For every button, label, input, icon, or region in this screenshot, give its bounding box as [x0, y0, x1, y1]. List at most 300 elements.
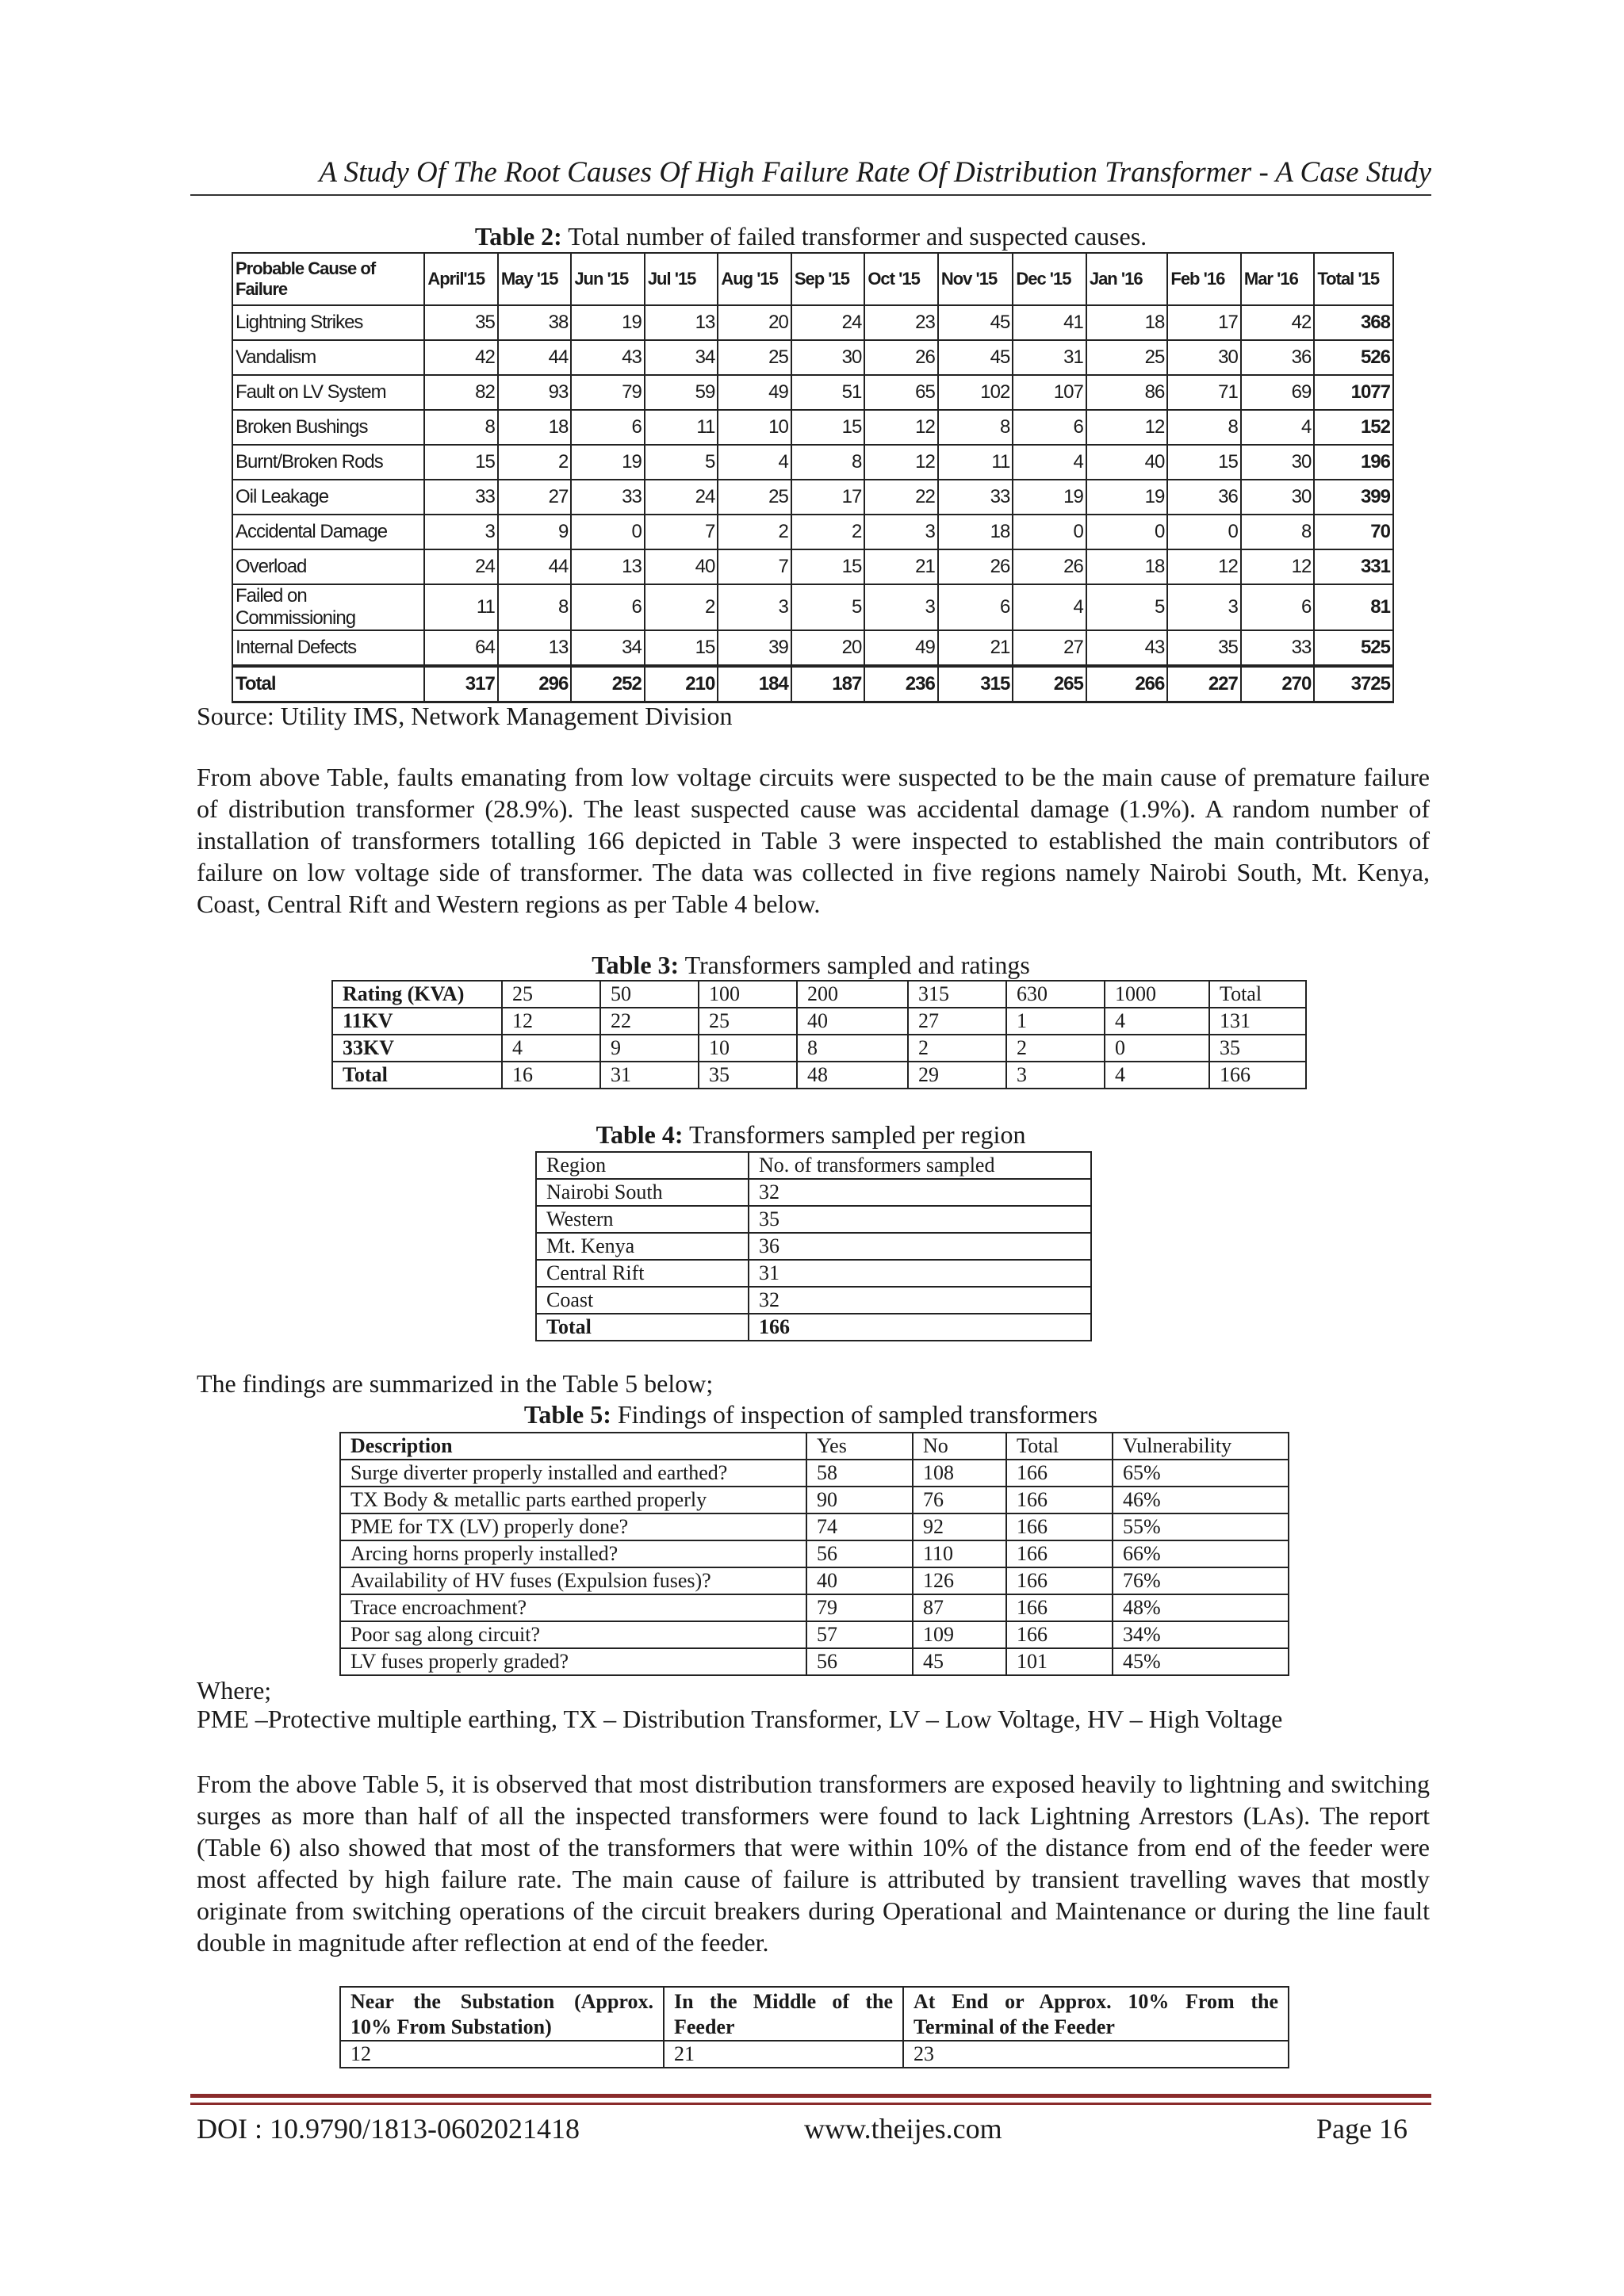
table2-row: [232, 630, 1393, 666]
table2-value-cell: 45: [938, 305, 1013, 340]
table2-row: [232, 515, 1393, 549]
footer-doi: DOI : 10.9790/1813-0602021418: [197, 2113, 580, 2145]
table2-row: [232, 480, 1393, 515]
table2-value-cell: 23: [864, 305, 938, 340]
table4-row: [536, 1233, 1091, 1260]
table2-value-cell: 0: [1013, 515, 1086, 549]
table2-value-cell: 49: [718, 375, 791, 410]
table2-column-header: Mar '16: [1241, 253, 1315, 305]
table2-value-cell: 26: [864, 340, 938, 375]
table5: [339, 1432, 1289, 1676]
table2-value-cell: 49: [864, 630, 938, 666]
table2-value-cell: 24: [645, 480, 718, 515]
table2-value-cell: 11: [645, 410, 718, 445]
table2-value-cell: 6: [938, 584, 1013, 630]
table5-cell: LV fuses properly graded?: [340, 1648, 806, 1675]
table2-value-cell: 31: [1013, 340, 1086, 375]
table2-column-header: Dec '15: [1013, 253, 1086, 305]
table5-caption-text: Findings of inspection of sampled transformers: [611, 1400, 1098, 1429]
table2-value-cell: 296: [498, 666, 572, 702]
table5-cell: Arcing horns properly installed?: [340, 1540, 806, 1567]
table3-cell: 4: [1105, 1062, 1209, 1089]
table2-value-cell: 5: [645, 445, 718, 480]
table4-cell: 31: [749, 1260, 1091, 1287]
table5-cell: 92: [913, 1513, 1006, 1540]
table2-row: [232, 410, 1393, 445]
table2-column-header: Oct '15: [864, 253, 938, 305]
table5-header-cell: Description: [340, 1433, 806, 1460]
table2-value-cell: 368: [1314, 305, 1393, 340]
table4-header-cell: Region: [536, 1152, 749, 1179]
table4-cell: 32: [749, 1287, 1091, 1314]
table2-value-cell: 0: [1167, 515, 1241, 549]
table2-value-cell: 317: [424, 666, 498, 702]
table3-cell: 1: [1006, 1008, 1105, 1035]
table2-value-cell: 265: [1013, 666, 1086, 702]
table5-cell: 58: [806, 1460, 913, 1487]
table3-cell: 25: [699, 1008, 797, 1035]
table2-row: [232, 305, 1393, 340]
table2-value-cell: 331: [1314, 549, 1393, 584]
table2-value-cell: 2: [718, 515, 791, 549]
table5-cell: Poor sag along circuit?: [340, 1621, 806, 1648]
table2-value-cell: 21: [864, 549, 938, 584]
table5-header-row: [340, 1433, 1289, 1460]
table2-value-cell: 17: [791, 480, 865, 515]
table2-value-cell: 6: [1241, 584, 1315, 630]
table5-cell: 40: [806, 1567, 913, 1594]
table2-column-header: Probable Cause of Failure: [232, 253, 424, 305]
table4-caption-text: Transformers sampled per region: [683, 1120, 1026, 1149]
table6-cell: 12: [340, 2041, 664, 2068]
table3-header-cell: Total: [1209, 981, 1306, 1008]
table2-column-header: May '15: [498, 253, 572, 305]
table2-value-cell: 196: [1314, 445, 1393, 480]
table5-row: [340, 1567, 1289, 1594]
table4-row: [536, 1260, 1091, 1287]
table2-value-cell: 5: [1086, 584, 1168, 630]
header-rule: [190, 194, 1431, 196]
table5-row: [340, 1513, 1289, 1540]
table2-value-cell: 8: [791, 445, 865, 480]
table2-value-cell: 11: [938, 445, 1013, 480]
table3-header-cell: 100: [699, 981, 797, 1008]
table3-cell: Total: [332, 1062, 502, 1089]
table4-cell: Mt. Kenya: [536, 1233, 749, 1260]
table2-cause-cell: Vandalism: [232, 340, 424, 375]
table4-row: [536, 1206, 1091, 1233]
table3-header-cell: 200: [797, 981, 908, 1008]
table2-value-cell: 1077: [1314, 375, 1393, 410]
footer-page-number: Page 16: [1316, 2113, 1408, 2145]
table2-column-header: Jul '15: [645, 253, 718, 305]
source-note: Source: Utility IMS, Network Management Division: [197, 702, 733, 730]
table2-column-header: Sep '15: [791, 253, 865, 305]
table2-value-cell: 227: [1167, 666, 1241, 702]
table2-value-cell: 0: [571, 515, 645, 549]
table2-value-cell: 3: [424, 515, 498, 549]
table2-value-cell: 35: [1167, 630, 1241, 666]
table3-row: [332, 1035, 1306, 1062]
table6-cell: 23: [903, 2041, 1289, 2068]
table4-cell: 32: [749, 1179, 1091, 1206]
table3-cell: 35: [1209, 1035, 1306, 1062]
table4-header-row: [536, 1152, 1091, 1179]
table2-value-cell: 70: [1314, 515, 1393, 549]
table6-cell: 21: [664, 2041, 903, 2068]
table5-row: [340, 1594, 1289, 1621]
table2-value-cell: 13: [645, 305, 718, 340]
table5-header-cell: Yes: [806, 1433, 913, 1460]
table3-caption-label: Table 3:: [592, 951, 680, 979]
table3-cell: 4: [1105, 1008, 1209, 1035]
table5-cell: PME for TX (LV) properly done?: [340, 1513, 806, 1540]
table6-data-row: [340, 2041, 1289, 2068]
table2-cause-cell: Burnt/Broken Rods: [232, 445, 424, 480]
table2-value-cell: 30: [1241, 445, 1315, 480]
table2-value-cell: 9: [498, 515, 572, 549]
table2-row: [232, 340, 1393, 375]
table2-value-cell: 19: [571, 305, 645, 340]
table2-value-cell: 26: [938, 549, 1013, 584]
table2-value-cell: 8: [1167, 410, 1241, 445]
table5-cell: 48%: [1113, 1594, 1289, 1621]
table2-value-cell: 15: [791, 549, 865, 584]
table2-value-cell: 0: [1086, 515, 1168, 549]
table5-cell: 166: [1006, 1540, 1113, 1567]
table2-value-cell: 13: [498, 630, 572, 666]
table5-header-cell: Total: [1006, 1433, 1113, 1460]
table2-row: [232, 549, 1393, 584]
table3-cell: 33KV: [332, 1035, 502, 1062]
table2-value-cell: 36: [1167, 480, 1241, 515]
table3-caption: [190, 950, 1431, 980]
table3-cell: 2: [908, 1035, 1006, 1062]
table2-value-cell: 8: [1241, 515, 1315, 549]
table3-cell: 27: [908, 1008, 1006, 1035]
table3-header-cell: 1000: [1105, 981, 1209, 1008]
table5-cell: 166: [1006, 1567, 1113, 1594]
table5-cell: 101: [1006, 1648, 1113, 1675]
table2-row: [232, 375, 1393, 410]
table2-value-cell: 19: [1086, 480, 1168, 515]
table2-cause-cell: Fault on LV System: [232, 375, 424, 410]
table3-cell: 0: [1105, 1035, 1209, 1062]
table5-cell: 166: [1006, 1460, 1113, 1487]
table2-value-cell: 2: [791, 515, 865, 549]
table2-value-cell: 270: [1241, 666, 1315, 702]
table4-caption-label: Table 4:: [596, 1120, 684, 1149]
table2-value-cell: 7: [645, 515, 718, 549]
table4-cell: Total: [536, 1314, 749, 1341]
table4-cell: Nairobi South: [536, 1179, 749, 1206]
table2-value-cell: 3: [864, 584, 938, 630]
table2-value-cell: 252: [571, 666, 645, 702]
table2-value-cell: 19: [1013, 480, 1086, 515]
table2-value-cell: 39: [718, 630, 791, 666]
table3-cell: 12: [502, 1008, 600, 1035]
table2-value-cell: 236: [864, 666, 938, 702]
table2-caption-text: Total number of failed transformer and suspected causes.: [561, 222, 1147, 251]
footer-website: www.theijes.com: [804, 2113, 1002, 2145]
table3-cell: 9: [600, 1035, 699, 1062]
table2-value-cell: 399: [1314, 480, 1393, 515]
table2-value-cell: 3725: [1314, 666, 1393, 702]
table2-value-cell: 13: [571, 549, 645, 584]
table2-value-cell: 315: [938, 666, 1013, 702]
table2-value-cell: 187: [791, 666, 865, 702]
table2-value-cell: 86: [1086, 375, 1168, 410]
table2-value-cell: 3: [1167, 584, 1241, 630]
table5-cell: Trace encroachment?: [340, 1594, 806, 1621]
table3-header-cell: 315: [908, 981, 1006, 1008]
table2-value-cell: 25: [718, 340, 791, 375]
table2-value-cell: 79: [571, 375, 645, 410]
table3-cell: 3: [1006, 1062, 1105, 1089]
table2-value-cell: 12: [1167, 549, 1241, 584]
table2-row: [232, 666, 1393, 702]
table2-value-cell: 17: [1167, 305, 1241, 340]
table3-cell: 40: [797, 1008, 908, 1035]
paragraph-2: From the above Table 5, it is observed that most distribution transformers are exposed heavily to lightning and switching surges as more than half of all the inspected transformers were found to lack Lightning Arrestors (LAs). The report (Table 6) also showed that most of the transformers that were within 10% of the distance from end of the feeder were most affected by high failure rate. The main cause of failure is attributed by transient travelling waves that mostly originate from switching operations of the circuit breakers during Operational and Maintenance or during the line fault double in magnitude after reflection at end of the feeder.: [197, 1770, 1430, 1957]
table2-value-cell: 33: [1241, 630, 1315, 666]
table6-header-row: [340, 1987, 1289, 2041]
table5-cell: 45%: [1113, 1648, 1289, 1675]
table5-cell: Availability of HV fuses (Expulsion fuses)?: [340, 1567, 806, 1594]
table2-value-cell: 10: [718, 410, 791, 445]
table2-value-cell: 525: [1314, 630, 1393, 666]
table2-value-cell: 44: [498, 549, 572, 584]
table4-caption: [190, 1119, 1431, 1150]
table2-value-cell: 30: [1241, 480, 1315, 515]
table4-cell: Central Rift: [536, 1260, 749, 1287]
abbreviations-note: PME –Protective multiple earthing, TX – Distribution Transformer, LV – Low Voltage, HV – High Voltage: [197, 1705, 1283, 1733]
table3: [331, 980, 1307, 1089]
table5-cell: 76: [913, 1487, 1006, 1513]
table2-value-cell: 45: [938, 340, 1013, 375]
table2-cause-cell: Failed on Commissioning: [232, 584, 424, 630]
table5-cell: 76%: [1113, 1567, 1289, 1594]
table2-caption-label: Table 2:: [474, 222, 562, 251]
table2-value-cell: 184: [718, 666, 791, 702]
table2-header-row: [232, 253, 1393, 305]
table2-value-cell: 65: [864, 375, 938, 410]
table5-cell: 74: [806, 1513, 913, 1540]
table2-value-cell: 33: [571, 480, 645, 515]
table6-header-cell: At End or Approx. 10% From the Terminal of the Feeder: [903, 1987, 1289, 2041]
table2-value-cell: 43: [571, 340, 645, 375]
table2-value-cell: 27: [1013, 630, 1086, 666]
where-label: Where;: [197, 1676, 272, 1705]
table2-value-cell: 40: [645, 549, 718, 584]
table2-value-cell: 12: [1241, 549, 1315, 584]
table2-value-cell: 102: [938, 375, 1013, 410]
table2-value-cell: 12: [1086, 410, 1168, 445]
table5-cell: 66%: [1113, 1540, 1289, 1567]
table2-column-header: Jan '16: [1086, 253, 1168, 305]
table2-value-cell: 26: [1013, 549, 1086, 584]
table3-header-row: [332, 981, 1306, 1008]
table2-row: [232, 584, 1393, 630]
table6: [339, 1986, 1289, 2068]
table2-cause-cell: Broken Bushings: [232, 410, 424, 445]
table2-value-cell: 6: [571, 410, 645, 445]
table5-cell: 56: [806, 1540, 913, 1567]
table2-value-cell: 15: [1167, 445, 1241, 480]
table2-value-cell: 18: [938, 515, 1013, 549]
table4: [535, 1151, 1092, 1341]
table2-value-cell: 526: [1314, 340, 1393, 375]
table5-row: [340, 1648, 1289, 1675]
table2-value-cell: 20: [718, 305, 791, 340]
table3-cell: 8: [797, 1035, 908, 1062]
table3-header-cell: Rating (KVA): [332, 981, 502, 1008]
table4-cell: Western: [536, 1206, 749, 1233]
table2-value-cell: 25: [718, 480, 791, 515]
table5-row: [340, 1460, 1289, 1487]
table4-cell: 35: [749, 1206, 1091, 1233]
table4-cell: Coast: [536, 1287, 749, 1314]
table5-cell: 65%: [1113, 1460, 1289, 1487]
table5-cell: 166: [1006, 1513, 1113, 1540]
table2-value-cell: 41: [1013, 305, 1086, 340]
table2-value-cell: 82: [424, 375, 498, 410]
table2-cause-cell: Total: [232, 666, 424, 702]
table5-cell: 166: [1006, 1621, 1113, 1648]
paragraph-1: From above Table, faults emanating from low voltage circuits were suspected to be the main cause of premature failure of distribution transformer (28.9%). The least suspected cause was accidental damage (1.9%). A random number of installation of transformers totalling 166 depicted in Table 3 were inspected to established the main contributors of failure on low voltage side of transformer. The data was collected in five regions namely Nairobi South, Mt. Kenya, Coast, Central Rift and Western regions as per Table 4 below.: [197, 763, 1430, 918]
table4-cell: 166: [749, 1314, 1091, 1341]
table2-caption: [190, 221, 1431, 251]
table2-value-cell: 7: [718, 549, 791, 584]
table3-row: [332, 1062, 1306, 1089]
running-header: A Study Of The Root Causes Of High Failure Rate Of Distribution Transformer - A Case Study: [319, 156, 1431, 189]
table2-value-cell: 25: [1086, 340, 1168, 375]
table5-header-cell: Vulnerability: [1113, 1433, 1289, 1460]
table2-value-cell: 4: [718, 445, 791, 480]
table5-cell: 79: [806, 1594, 913, 1621]
table2-value-cell: 35: [424, 305, 498, 340]
table2-value-cell: 19: [571, 445, 645, 480]
table5-cell: 34%: [1113, 1621, 1289, 1648]
table5-cell: 45: [913, 1648, 1006, 1675]
table3-caption-text: Transformers sampled and ratings: [679, 951, 1030, 979]
table2-column-header: April'15: [424, 253, 498, 305]
table3-cell: 22: [600, 1008, 699, 1035]
table3-cell: 11KV: [332, 1008, 502, 1035]
table5-cell: 56: [806, 1648, 913, 1675]
table2-value-cell: 266: [1086, 666, 1168, 702]
table2-value-cell: 81: [1314, 584, 1393, 630]
footer-rule: [190, 2094, 1431, 2105]
table2-cause-cell: Lightning Strikes: [232, 305, 424, 340]
table2-value-cell: 4: [1241, 410, 1315, 445]
table2-value-cell: 11: [424, 584, 498, 630]
table3-header-cell: 630: [1006, 981, 1105, 1008]
table2-value-cell: 34: [571, 630, 645, 666]
table4-row: [536, 1287, 1091, 1314]
table2-value-cell: 27: [498, 480, 572, 515]
table2-value-cell: 107: [1013, 375, 1086, 410]
table2-column-header: Jun '15: [571, 253, 645, 305]
table2-value-cell: 6: [571, 584, 645, 630]
table2-value-cell: 21: [938, 630, 1013, 666]
table2-value-cell: 33: [938, 480, 1013, 515]
table5-row: [340, 1540, 1289, 1567]
table2-value-cell: 42: [424, 340, 498, 375]
table6-header-cell: In the Middle of the Feeder: [664, 1987, 903, 2041]
table5-cell: 87: [913, 1594, 1006, 1621]
table2-value-cell: 36: [1241, 340, 1315, 375]
table2-value-cell: 69: [1241, 375, 1315, 410]
table4-row: [536, 1314, 1091, 1341]
table2-value-cell: 24: [791, 305, 865, 340]
table5-cell: 166: [1006, 1594, 1113, 1621]
table3-cell: 29: [908, 1062, 1006, 1089]
table2-column-header: Total '15: [1314, 253, 1393, 305]
table3-cell: 48: [797, 1062, 908, 1089]
table3-cell: 31: [600, 1062, 699, 1089]
table2-cause-cell: Accidental Damage: [232, 515, 424, 549]
table2-value-cell: 30: [1167, 340, 1241, 375]
table2-value-cell: 18: [1086, 305, 1168, 340]
table4-row: [536, 1179, 1091, 1206]
table2-value-cell: 12: [864, 410, 938, 445]
table5-caption-label: Table 5:: [523, 1400, 611, 1429]
table5-caption: [190, 1399, 1431, 1429]
table6-header-cell: Near the Substation (Approx. 10% From Substation): [340, 1987, 664, 2041]
table5-cell: 110: [913, 1540, 1006, 1567]
table2-value-cell: 3: [864, 515, 938, 549]
table2-value-cell: 42: [1241, 305, 1315, 340]
table2-value-cell: 2: [645, 584, 718, 630]
table5-row: [340, 1621, 1289, 1648]
table5-cell: 166: [1006, 1487, 1113, 1513]
table3-cell: 2: [1006, 1035, 1105, 1062]
table2-value-cell: 8: [938, 410, 1013, 445]
table3-cell: 35: [699, 1062, 797, 1089]
table3-cell: 16: [502, 1062, 600, 1089]
table2-value-cell: 4: [1013, 445, 1086, 480]
table2-value-cell: 18: [1086, 549, 1168, 584]
table2-value-cell: 12: [864, 445, 938, 480]
table2-value-cell: 8: [498, 584, 572, 630]
table2-value-cell: 15: [791, 410, 865, 445]
table5-cell: 126: [913, 1567, 1006, 1594]
table4-header-cell: No. of transformers sampled: [749, 1152, 1091, 1179]
table2-value-cell: 59: [645, 375, 718, 410]
table2-value-cell: 4: [1013, 584, 1086, 630]
table3-cell: 4: [502, 1035, 600, 1062]
table2-value-cell: 38: [498, 305, 572, 340]
table2-column-header: Nov '15: [938, 253, 1013, 305]
table2-value-cell: 2: [498, 445, 572, 480]
table2-row: [232, 445, 1393, 480]
table2-value-cell: 93: [498, 375, 572, 410]
table5-cell: 55%: [1113, 1513, 1289, 1540]
table2-cause-cell: Internal Defects: [232, 630, 424, 666]
table5-cell: 57: [806, 1621, 913, 1648]
table2-value-cell: 43: [1086, 630, 1168, 666]
table3-row: [332, 1008, 1306, 1035]
table2-value-cell: 51: [791, 375, 865, 410]
table2-value-cell: 33: [424, 480, 498, 515]
table2-value-cell: 15: [424, 445, 498, 480]
table2-value-cell: 18: [498, 410, 572, 445]
table2-value-cell: 6: [1013, 410, 1086, 445]
table3-header-cell: 25: [502, 981, 600, 1008]
table5-header-cell: No: [913, 1433, 1006, 1460]
table2-value-cell: 24: [424, 549, 498, 584]
